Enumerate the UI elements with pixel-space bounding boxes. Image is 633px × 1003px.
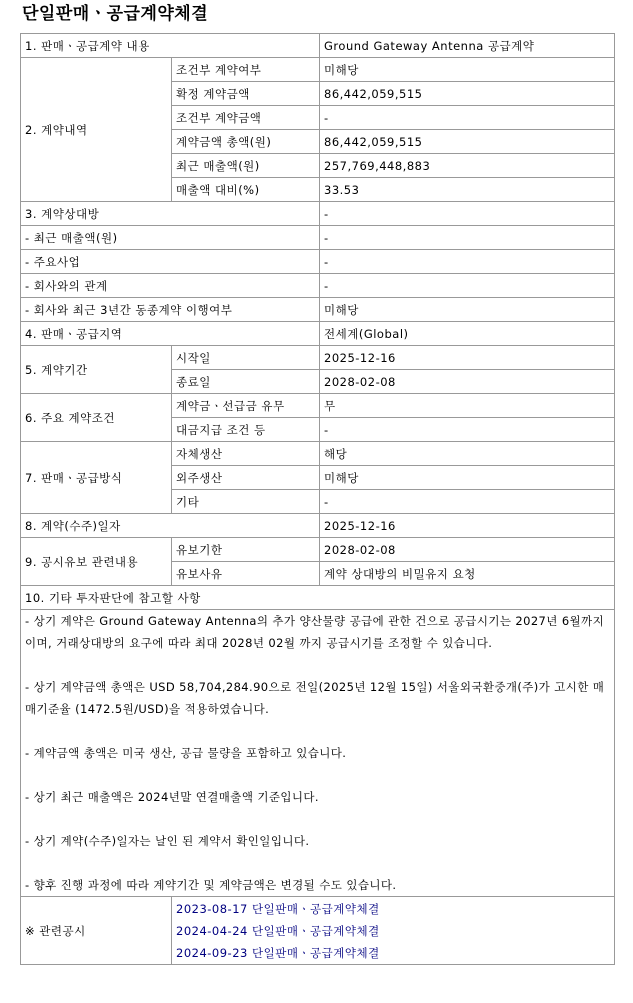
table-row: [21, 58, 615, 82]
contract-content-value: Ground Gateway Antenna 공급계약: [320, 34, 615, 58]
outsourced-production-label: 외주생산: [172, 466, 320, 490]
table-row: [21, 34, 615, 58]
confirmed-amount-value: 86,442,059,515: [320, 82, 615, 106]
table-row: [21, 442, 615, 466]
main-business-label: - 주요사업: [21, 250, 320, 274]
start-date-value: 2025-12-16: [320, 346, 615, 370]
prior-contract-label: - 회사와 최근 3년간 동종계약 이행여부: [21, 298, 320, 322]
conditional-contract-value: 미해당: [320, 58, 615, 82]
table-row: [21, 538, 615, 562]
deferral-deadline-label: 유보기한: [172, 538, 320, 562]
outsourced-production-value: 미해당: [320, 466, 615, 490]
advance-payment-label: 계약금ㆍ선급금 유무: [172, 394, 320, 418]
main-terms-label: 6. 주요 계약조건: [21, 394, 172, 442]
total-amount-label: 계약금액 총액(원): [172, 130, 320, 154]
end-date-value: 2028-02-08: [320, 370, 615, 394]
table-row: [21, 226, 615, 250]
recent-revenue-value: 257,769,448,883: [320, 154, 615, 178]
deferral-reason-value: 계약 상대방의 비밀유지 요청: [320, 562, 615, 586]
other-method-label: 기타: [172, 490, 320, 514]
related-disclosures-list: [172, 897, 615, 965]
end-date-label: 종료일: [172, 370, 320, 394]
note-paragraph: - 계약금액 총액은 미국 생산, 공급 물량을 포함하고 있습니다.: [25, 746, 347, 760]
contract-date-label: 8. 계약(수주)일자: [21, 514, 320, 538]
note-paragraph: - 상기 최근 매출액은 2024년말 연결매출액 기준입니다.: [25, 790, 319, 804]
counterparty-label: 3. 계약상대방: [21, 202, 320, 226]
related-disclosure-link[interactable]: 2024-09-23 단일판매ㆍ공급계약체결: [176, 945, 380, 960]
supply-region-label: 4. 판매ㆍ공급지역: [21, 322, 320, 346]
note-paragraph: - 상기 계약(수주)일자는 날인 된 계약서 확인일입니다.: [25, 834, 310, 848]
other-info-notes: [21, 610, 615, 897]
deferral-reason-label: 유보사유: [172, 562, 320, 586]
contract-period-label: 5. 계약기간: [21, 346, 172, 394]
table-row: [21, 514, 615, 538]
conditional-amount-label: 조건부 계약금액: [172, 106, 320, 130]
note-paragraph: - 향후 진행 과정에 따라 계약기간 및 계약금액은 변경될 수도 있습니다.: [25, 878, 397, 892]
main-business-value: -: [320, 250, 615, 274]
other-info-label: 10. 기타 투자판단에 참고할 사항: [21, 586, 615, 610]
related-disclosures-label: ※ 관련공시: [21, 897, 172, 965]
table-row: [21, 897, 615, 965]
prior-contract-value: 미해당: [320, 298, 615, 322]
table-row: [21, 346, 615, 370]
counterparty-revenue-label: - 최근 매출액(원): [21, 226, 320, 250]
advance-payment-value: 무: [320, 394, 615, 418]
related-disclosure-link[interactable]: 2023-08-17 단일판매ㆍ공급계약체결: [176, 901, 380, 916]
deferral-deadline-value: 2028-02-08: [320, 538, 615, 562]
document-title: 단일판매ㆍ공급계약체결: [22, 4, 209, 24]
in-house-production-value: 해당: [320, 442, 615, 466]
supply-method-label: 7. 판매ㆍ공급방식: [21, 442, 172, 514]
payment-terms-value: -: [320, 418, 615, 442]
revenue-ratio-value: 33.53: [320, 178, 615, 202]
table-row: [21, 274, 615, 298]
in-house-production-label: 자체생산: [172, 442, 320, 466]
counterparty-revenue-value: -: [320, 226, 615, 250]
contract-date-value: 2025-12-16: [320, 514, 615, 538]
disclosure-table: [20, 33, 615, 965]
table-row: [21, 322, 615, 346]
start-date-label: 시작일: [172, 346, 320, 370]
other-method-value: -: [320, 490, 615, 514]
confirmed-amount-label: 확정 계약금액: [172, 82, 320, 106]
table-row: [21, 394, 615, 418]
table-row: [21, 202, 615, 226]
payment-terms-label: 대금지급 조건 등: [172, 418, 320, 442]
total-amount-value: 86,442,059,515: [320, 130, 615, 154]
counterparty-value: -: [320, 202, 615, 226]
contract-details-label: 2. 계약내역: [21, 58, 172, 202]
supply-region-value: 전세계(Global): [320, 322, 615, 346]
note-paragraph: - 상기 계약은 Ground Gateway Antenna의 추가 양산물량 공급에 관한 건으로 공급시기는 2027년 6월까지이며, 거래상대방의 요구에 따라 최대 2028년 02월 까지 공급시기를 조정할 수 있습니다.: [25, 614, 605, 650]
relationship-label: - 회사와의 관계: [21, 274, 320, 298]
conditional-contract-label: 조건부 계약여부: [172, 58, 320, 82]
relationship-value: -: [320, 274, 615, 298]
table-row: [21, 298, 615, 322]
recent-revenue-label: 최근 매출액(원): [172, 154, 320, 178]
conditional-amount-value: -: [320, 106, 615, 130]
contract-content-label: 1. 판매ㆍ공급계약 내용: [21, 34, 320, 58]
revenue-ratio-label: 매출액 대비(%): [172, 178, 320, 202]
table-row: [21, 610, 615, 897]
disclosure-deferral-label: 9. 공시유보 관련내용: [21, 538, 172, 586]
table-row: [21, 586, 615, 610]
table-row: [21, 250, 615, 274]
related-disclosure-link[interactable]: 2024-04-24 단일판매ㆍ공급계약체결: [176, 923, 380, 938]
note-paragraph: - 상기 계약금액 총액은 USD 58,704,284.90으로 전일(2025년 12월 15일) 서울외국환중개(주)가 고시한 매매기준율 (1472.5원/USD)을 적용하였습니다.: [25, 680, 605, 716]
